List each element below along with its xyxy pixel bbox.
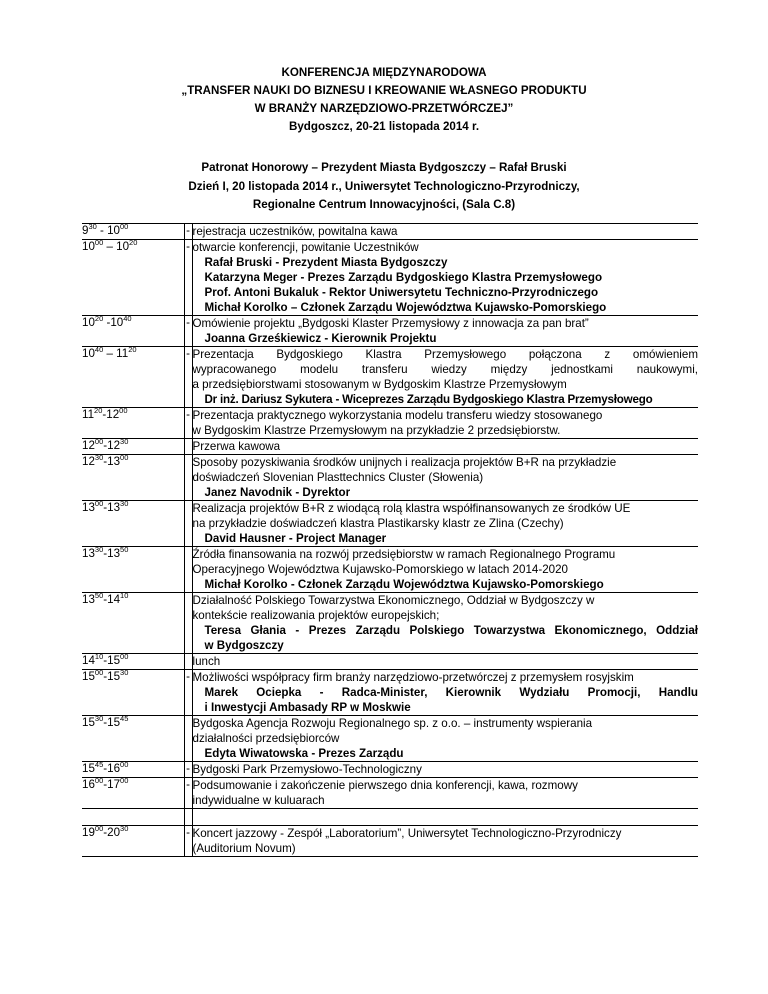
time-separator: - (103, 455, 108, 468)
header-line-1: KONFERENCJA MIĘDZYNARODOWA (281, 66, 487, 79)
description-line: Operacyjnego Województwa Kujawsko-Pomorskiego w latach 2014-2020 (192, 563, 568, 576)
time-separator: - (102, 408, 107, 421)
description-cell (192, 316, 698, 347)
description-line: wypracowanego modelu transferu wiedzy między jednostkami naukowymi, (192, 363, 698, 376)
time-cell (82, 240, 184, 316)
start-minutes: 50 (94, 591, 104, 601)
speaker-line: Rafał Bruski - Prezydent Miasta Bydgoszczy (204, 256, 448, 269)
end-hour: 15 (107, 716, 121, 729)
start-hour: 15 (82, 762, 95, 775)
programme-row (82, 547, 698, 593)
description-line: doświadczeń Slovenian Plasttechnics Cluster (Słowenia) (192, 471, 484, 484)
description-cell (192, 593, 698, 654)
start-hour: 16 (82, 778, 95, 791)
programme-row (82, 501, 698, 547)
end-minutes: 45 (120, 714, 129, 724)
speaker-line: Katarzyna Meger - Prezes Zarządu Bydgoskiego Klastra Przemysłowego (204, 271, 603, 284)
start-hour: 13 (82, 593, 95, 606)
header-date: Bydgoszcz, 20-21 listopada 2014 r. (288, 120, 480, 133)
programme-row (82, 455, 698, 501)
bullet-dash: - (186, 826, 190, 839)
bullet-dash: - (186, 240, 190, 253)
time-separator: - (103, 439, 108, 452)
start-hour: 12 (82, 455, 95, 468)
description-line: Sposoby pozyskiwania środków unijnych i realizacja projektów B+R na przykładzie (192, 456, 617, 469)
end-hour: 10 (116, 240, 130, 253)
bullet-cell (184, 224, 192, 240)
description-line: a przedsiębiorstwami stosowanym w Bydgoskim Klastrze Przemysłowym (192, 378, 567, 391)
day-line: Dzień I, 20 listopada 2014 r., Uniwersytet Technologiczno-Przyrodniczy, (188, 179, 580, 193)
end-minutes: 00 (120, 776, 129, 786)
patronage-block (0, 159, 768, 215)
programme-row (82, 762, 698, 778)
description-cell (192, 547, 698, 593)
programme-body (82, 224, 698, 857)
time-separator: – (103, 240, 117, 253)
description-line: Bydgoski Park Przemysłowo-Technologiczny (192, 763, 422, 776)
programme-row (82, 347, 698, 408)
speaker-line: Teresa Głania - Prezes Zarządu Polskiego Towarzystwa Ekonomicznego, Oddział (204, 624, 698, 637)
time-separator: - (103, 654, 108, 667)
start-hour: 10 (82, 240, 95, 253)
time-separator: - (96, 224, 108, 237)
end-minutes: 00 (120, 652, 129, 662)
start-hour: 13 (82, 501, 95, 514)
end-minutes: 30 (120, 668, 129, 678)
description-line: Prezentacja praktycznego wykorzystania modelu transferu wiedzy stosowanego (192, 409, 603, 422)
description-line: kontekście realizowania projektów europejskich; (192, 609, 440, 622)
start-hour: 19 (82, 826, 95, 839)
programme-row (82, 778, 698, 809)
bullet-cell (184, 347, 192, 408)
start-minutes: 20 (94, 406, 103, 416)
description-cell (192, 826, 698, 857)
time-separator: - (103, 316, 111, 329)
start-hour: 15 (82, 716, 95, 729)
description-line: Omówienie projektu „Bydgoski Klaster Przemysłowy z innowacja za pan brat” (192, 317, 589, 330)
description-cell (192, 762, 698, 778)
bullet-cell (184, 240, 192, 316)
start-minutes: 00 (94, 824, 104, 834)
end-hour: 13 (107, 501, 121, 514)
description-cell (192, 347, 698, 408)
description-cell (192, 240, 698, 316)
time-cell (82, 716, 184, 762)
bullet-dash: - (186, 347, 190, 360)
description-line: Koncert jazzowy - Zespół „Laboratorium”, Uniwersytet Technologiczno-Przyrodniczy (192, 827, 622, 840)
end-minutes: 40 (123, 314, 132, 324)
description-line: lunch (192, 655, 221, 668)
bullet-cell (184, 716, 192, 762)
start-minutes: 45 (94, 760, 104, 770)
bullet-dash: - (186, 670, 190, 683)
conference-header (0, 64, 768, 136)
time-separator: - (103, 826, 108, 839)
start-minutes: 20 (94, 314, 104, 324)
time-separator: – (103, 347, 117, 360)
time-cell (82, 654, 184, 670)
start-minutes: 00 (94, 668, 104, 678)
time-separator: - (103, 547, 108, 560)
end-minutes: 00 (120, 453, 129, 463)
bullet-dash: - (186, 408, 190, 421)
bullet-cell (184, 547, 192, 593)
start-minutes: 00 (94, 776, 104, 786)
end-hour: 17 (107, 778, 121, 791)
end-hour: 10 (107, 224, 121, 237)
speaker-line: Janez Navodnik - Dyrektor (204, 486, 351, 499)
description-cell (192, 778, 698, 809)
description-line: otwarcie konferencji, powitanie Uczestników (192, 241, 419, 254)
programme-row (82, 439, 698, 455)
programme-row (82, 593, 698, 654)
bullet-cell (184, 778, 192, 809)
start-hour: 14 (82, 654, 95, 667)
bullet-cell (184, 593, 192, 654)
description-line: na przykładzie doświadczeń klastra Plastikarsky klastr ze Zlina (Czechy) (192, 517, 564, 530)
end-hour: 15 (107, 670, 121, 683)
description-line: Źródła finansowania na rozwój przedsiębiorstw w ramach Regionalnego Programu (192, 548, 616, 561)
description-cell (192, 654, 698, 670)
time-cell (82, 347, 184, 408)
speaker-line: Marek Ociepka - Radca-Minister, Kierownik Wydziału Promocji, Handlu (204, 686, 698, 699)
bullet-dash: - (186, 762, 190, 775)
speaker-line: i Inwestycji Ambasady RP w Moskwie (204, 701, 411, 714)
time-cell (82, 455, 184, 501)
start-hour: 11 (82, 408, 95, 421)
end-hour: 12 (107, 439, 121, 452)
start-minutes: 00 (94, 238, 104, 248)
description-line: Podsumowanie i zakończenie pierwszego dnia konferencji, kawa, rozmowy (192, 779, 578, 792)
header-line-2: „TRANSFER NAUKI DO BIZNESU I KREOWANIE WŁASNEGO PRODUKTU (181, 84, 587, 97)
description-line: Bydgoska Agencja Rozwoju Regionalnego sp. z o.o. – instrumenty wspierania (192, 717, 593, 730)
venue-line: Regionalne Centrum Innowacyjności, (Sala C.8) (252, 198, 516, 211)
bullet-cell (184, 501, 192, 547)
time-cell (82, 501, 184, 547)
time-separator: - (103, 501, 108, 514)
speaker-line: Joanna Grześkiewicz - Kierownik Projektu (204, 332, 437, 345)
bullet-dash: - (186, 316, 190, 329)
spacer-row (82, 809, 698, 826)
start-minutes: 30 (88, 222, 97, 232)
description-line: Realizacja projektów B+R z wiodącą rolą klastra współfinansowanych ze środków UE (192, 502, 631, 515)
time-cell (82, 826, 184, 857)
programme-row (82, 654, 698, 670)
end-hour: 15 (107, 654, 121, 667)
bullet-cell (184, 455, 192, 501)
programme-row (82, 224, 698, 240)
description-line: Działalność Polskiego Towarzystwa Ekonomicznego, Oddział w Bydgoszczy w (192, 594, 595, 607)
end-minutes: 30 (120, 437, 129, 447)
description-cell (192, 670, 698, 716)
description-line: indywidualne w kuluarach (192, 794, 325, 807)
start-hour: 10 (82, 347, 95, 360)
time-cell (82, 778, 184, 809)
end-hour: 13 (107, 455, 121, 468)
programme-row (82, 716, 698, 762)
end-hour: 14 (107, 593, 121, 606)
end-hour: 10 (110, 316, 124, 329)
programme-row (82, 670, 698, 716)
speaker-line: Michał Korolko - Członek Zarządu Województwa Kujawsko-Pomorskiego (204, 578, 604, 591)
end-minutes: 10 (120, 591, 129, 601)
description-line: w Bydgoskim Klastrze Przemysłowym na przykładzie 2 przedsiębiorstw. (192, 424, 561, 437)
header-line-3: W BRANŻY NARZĘDZIOWO-PRZETWÓRCZEJ” (254, 102, 514, 115)
bullet-dash: - (186, 224, 190, 237)
programme-row (82, 316, 698, 347)
end-hour: 11 (116, 347, 129, 360)
end-hour: 13 (107, 547, 121, 560)
end-minutes: 00 (120, 760, 129, 770)
start-minutes: 30 (94, 714, 104, 724)
bullet-cell (184, 439, 192, 455)
programme-row (82, 826, 698, 857)
start-hour: 13 (82, 547, 95, 560)
end-minutes: 30 (120, 824, 129, 834)
programme-table (82, 223, 698, 857)
time-separator: - (103, 593, 108, 606)
end-minutes: 50 (120, 545, 129, 555)
end-hour: 20 (107, 826, 121, 839)
time-separator: - (103, 716, 108, 729)
bullet-cell (184, 408, 192, 439)
end-hour: 16 (107, 762, 121, 775)
time-cell (82, 439, 184, 455)
bullet-cell (184, 670, 192, 716)
description-line: (Auditorium Novum) (192, 842, 296, 855)
time-separator: - (103, 762, 108, 775)
end-minutes: 00 (119, 406, 128, 416)
speaker-line: w Bydgoszczy (204, 639, 284, 652)
start-minutes: 00 (94, 437, 104, 447)
start-hour: 15 (82, 670, 95, 683)
end-minutes: 30 (120, 499, 129, 509)
speaker-line: Prof. Antoni Bukaluk - Rektor Uniwersytetu Techniczno-Przyrodniczego (204, 286, 599, 299)
start-hour: 9 (82, 224, 89, 237)
time-cell (82, 316, 184, 347)
time-cell (82, 224, 184, 240)
speaker-line: David Hausner - Project Manager (204, 532, 387, 545)
description-cell (192, 439, 698, 455)
description-cell (192, 224, 698, 240)
time-separator: - (103, 778, 108, 791)
bullet-cell (184, 826, 192, 857)
bullet-cell (184, 762, 192, 778)
end-minutes: 20 (129, 238, 138, 248)
description-line: rejestracja uczestników, powitalna kawa (192, 225, 398, 238)
start-minutes: 40 (94, 345, 104, 355)
time-cell (82, 547, 184, 593)
end-minutes: 20 (128, 345, 137, 355)
speaker-line: Michał Korolko – Członek Zarządu Województwa Kujawsko-Pomorskiego (204, 301, 607, 314)
time-separator: - (103, 670, 108, 683)
bullet-cell (184, 654, 192, 670)
time-cell (82, 593, 184, 654)
start-hour: 12 (82, 439, 95, 452)
start-minutes: 30 (94, 545, 104, 555)
description-line: Prezentacja Bydgoskiego Klastra Przemysłowego połączona z omówieniem (192, 348, 698, 361)
description-cell (192, 408, 698, 439)
start-minutes: 30 (94, 453, 104, 463)
time-cell (82, 670, 184, 716)
speaker-line: Edyta Wiwatowska - Prezes Zarządu (204, 747, 404, 760)
programme-row (82, 408, 698, 439)
description-line: działalności przedsiębiorców (192, 732, 340, 745)
time-cell (82, 408, 184, 439)
description-line: Przerwa kawowa (192, 440, 281, 453)
description-cell (192, 716, 698, 762)
description-cell (192, 455, 698, 501)
start-hour: 10 (82, 316, 95, 329)
bullet-dash: - (186, 778, 190, 791)
description-line: Możliwości współpracy firm branży narzędziowo-przetwórczej z przemysłem rosyjskim (192, 671, 634, 684)
description-cell (192, 501, 698, 547)
time-cell (82, 762, 184, 778)
programme-row (82, 240, 698, 316)
patronage-line: Patronat Honorowy – Prezydent Miasta Bydgoszczy – Rafał Bruski (201, 161, 567, 174)
start-minutes: 00 (94, 499, 104, 509)
bullet-cell (184, 316, 192, 347)
speaker-line: Dr inż. Dariusz Sykutera - Wiceprezes Zarządu Bydgoskiego Klastra Przemysłowego (204, 393, 653, 406)
end-minutes: 00 (120, 222, 129, 232)
start-minutes: 10 (94, 652, 104, 662)
end-hour: 12 (106, 408, 120, 421)
